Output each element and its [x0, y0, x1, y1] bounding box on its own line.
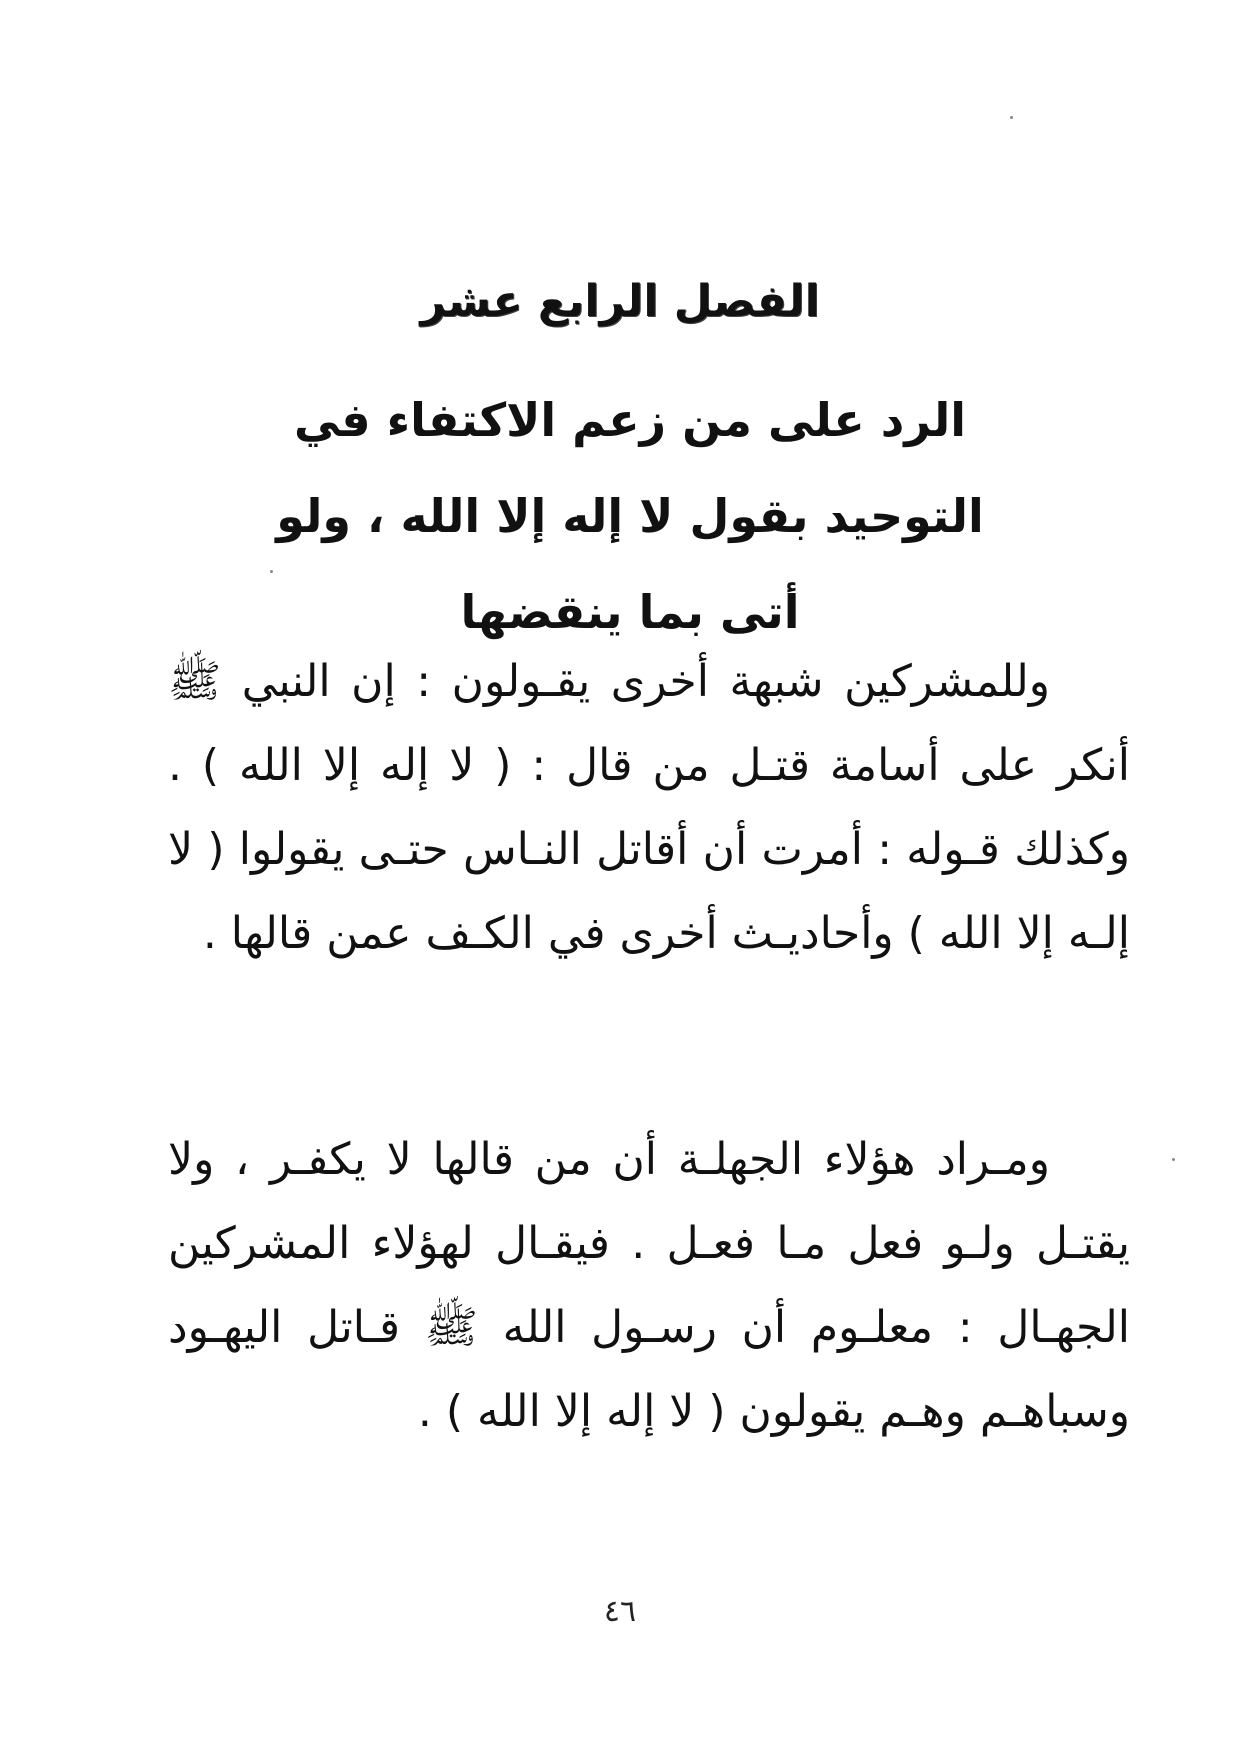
page-number: ٤٦	[603, 1594, 637, 1629]
paragraph-1: وللمشركين شبهة أخرى يقـولون : إن النبي ﷺ أنكر على أسامة قتـل من قال : ( لا إله إلا الله ) . وكذلك قـوله : أمرت أن أقاتل النـاس حتـى يقولوا ( لا إلـه إلا الله ) وأحاديـث أخرى في الكـف عمن قالها .	[168, 656, 1130, 959]
chapter-title: الرد على من زعم الاكتفاء في التوحيد بقول لا إله إلا الله ، ولو أتى بما ينقضها	[276, 393, 984, 639]
paragraph-2: ومـراد هؤلاء الجهلـة أن من قالها لا يكفـر ، ولا يقتـل ولـو فعل مـا فعـل . فيقـال لهؤلاء المشركين الجهـال : معلـوم أن رسـول الله ﷺ قـاتل اليهـود وسباهـم وهـم يقولون ( لا إله إلا الله ) .	[168, 1134, 1130, 1437]
scan-speck	[1010, 116, 1013, 119]
scan-speck	[1172, 1158, 1175, 1161]
chapter-number-heading: الفصل الرابع عشر	[420, 276, 820, 327]
